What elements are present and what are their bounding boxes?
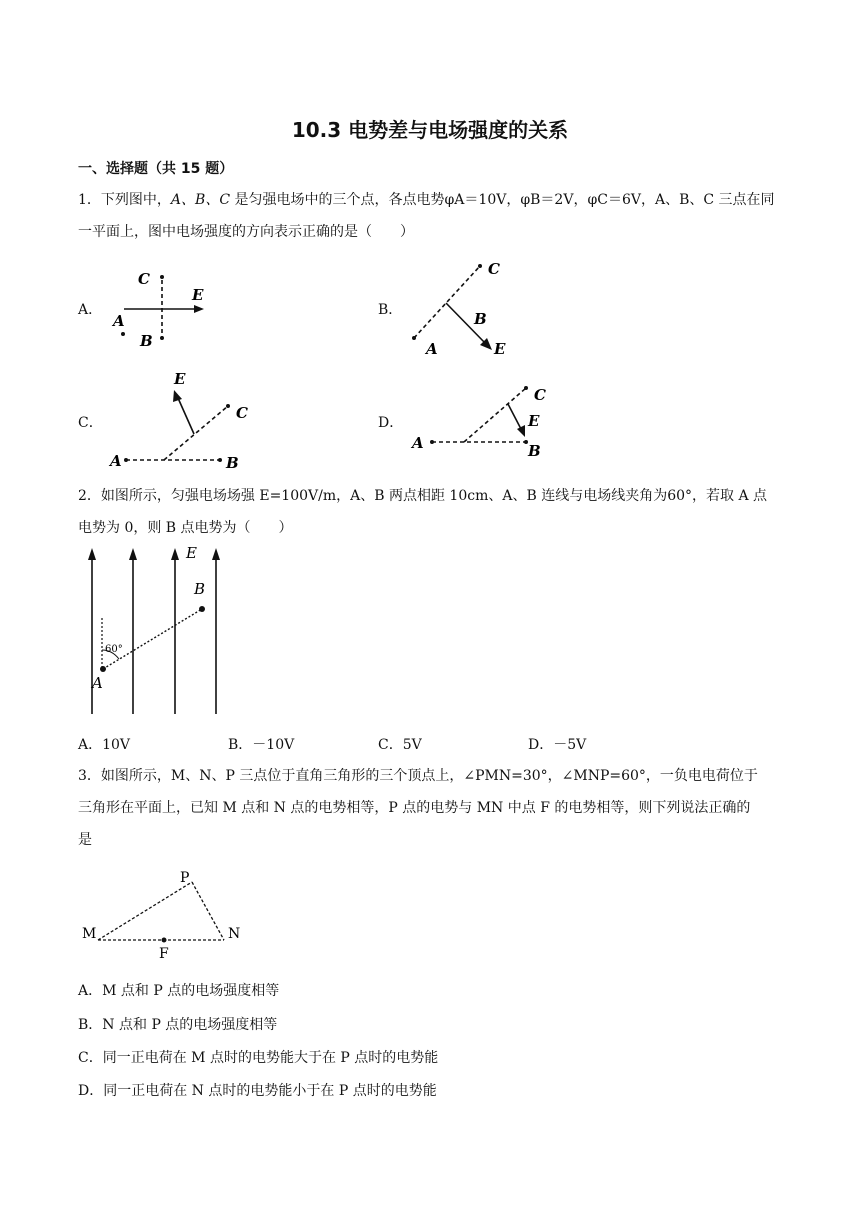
q3-option-a[interactable]: A．M 点和 P 点的电场强度相等 — [78, 983, 280, 999]
q1c-label-a: A — [110, 452, 122, 470]
q2-stem-line2: 电势为 0，则 B 点电势为（ ） — [78, 520, 293, 536]
q1d-label-b: B — [528, 442, 541, 460]
q3-label-f: F — [159, 946, 169, 962]
q3-label-n: N — [228, 926, 241, 942]
q2-option-d[interactable]: D．－5V — [528, 737, 587, 753]
q1a-label-e: E — [192, 286, 204, 304]
q1c-label-b: B — [226, 454, 239, 472]
q1-stem-line1: 1．下列图中，A、B、C 是匀强电场中的三个点，各点电势φA＝10V，φB＝2V，φC＝6V，A、B、C 三点在同 — [78, 192, 775, 208]
q1-figure-d — [408, 376, 558, 466]
q1c-label-e: E — [174, 370, 186, 388]
q1b-label-e: E — [494, 340, 506, 358]
q2-angle-label: 60° — [105, 644, 123, 655]
q3-label-p: P — [180, 870, 190, 886]
q2-option-b[interactable]: B．－10V — [228, 737, 295, 753]
q1-stem-line2: 一平面上，图中电场强度的方向表示正确的是（ ） — [78, 224, 414, 240]
q3-triangle-figure — [78, 864, 258, 964]
q1-option-b-label[interactable]: B． — [378, 302, 403, 318]
q2-option-a[interactable]: A．10V — [78, 737, 131, 753]
q2-label-a: A — [92, 674, 103, 692]
q2-stem-line1: 2．如图所示，匀强电场场强 E=100V/m，A、B 两点相距 10cm、A、B 连线与电场线夹角为60°，若取 A 点 — [78, 488, 768, 504]
q3-label-m: M — [82, 926, 97, 942]
q1a-label-b: B — [140, 332, 153, 350]
q3-option-b[interactable]: B．N 点和 P 点的电场强度相等 — [78, 1017, 278, 1033]
q1-option-d-label[interactable]: D． — [378, 415, 404, 431]
q1a-label-a: A — [113, 312, 125, 330]
q1-option-a-label[interactable]: A． — [78, 302, 103, 318]
q1-option-c-label[interactable]: C． — [78, 415, 103, 431]
q1-figure-b — [400, 252, 520, 362]
q3-stem-line2: 三角形在平面上，已知 M 点和 N 点的电势相等，P 点的电势与 MN 中点 F 的电势相等，则下列说法正确的 — [78, 800, 751, 816]
q2-option-c[interactable]: C．5V — [378, 737, 422, 753]
q3-option-d[interactable]: D．同一正电荷在 N 点时的电势能小于在 P 点时的电势能 — [78, 1083, 437, 1099]
q1d-label-e: E — [528, 412, 540, 430]
page-title: 10.3 电势差与电场强度的关系 — [291, 118, 569, 142]
q3-option-c[interactable]: C．同一正电荷在 M 点时的电势能大于在 P 点时的电势能 — [78, 1050, 439, 1066]
q1-figure-c — [108, 362, 258, 472]
q2-field-figure — [78, 542, 238, 720]
section-heading: 一、选择题（共 15 题） — [78, 161, 234, 177]
q2-label-e: E — [186, 544, 197, 562]
q1d-label-c: C — [534, 386, 546, 404]
q1c-label-c: C — [236, 404, 248, 422]
q1b-label-a: A — [426, 340, 438, 358]
q2-label-b: B — [194, 580, 206, 598]
q1d-label-a: A — [412, 434, 424, 452]
q1b-label-b: B — [474, 310, 487, 328]
q1a-label-c: C — [138, 270, 150, 288]
q3-stem-line3: 是 — [78, 832, 92, 848]
q1-figure-a — [108, 262, 218, 352]
q3-stem-line1: 3．如图所示，M、N、P 三点位于直角三角形的三个顶点上，∠PMN=30°，∠MNP=60°，一负电电荷位于 — [78, 768, 758, 784]
q1b-label-c: C — [488, 260, 500, 278]
